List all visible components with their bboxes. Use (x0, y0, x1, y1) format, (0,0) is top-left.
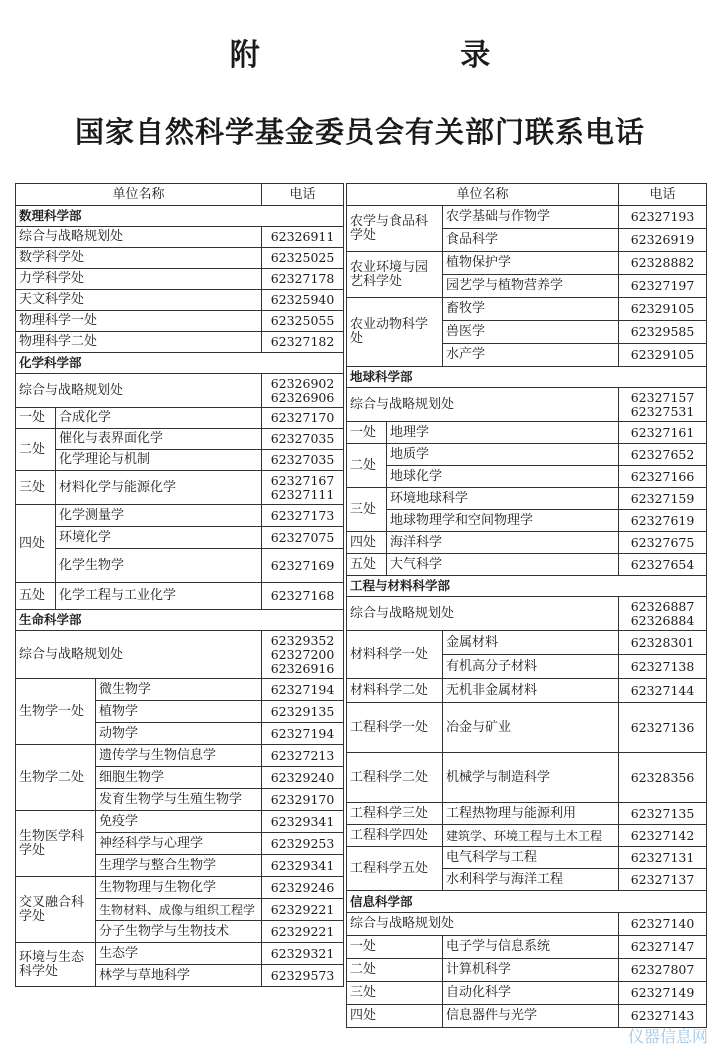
appendix-heading: 附 录 (229, 38, 586, 73)
division-label: 四处 (16, 505, 56, 583)
phone-line: 62329352 (270, 632, 335, 648)
table-header-row (347, 184, 707, 206)
unit-name: 力学科学处 (16, 269, 262, 290)
phone-number: 62327193 (619, 206, 707, 229)
phone-number: 62327137 (619, 869, 707, 891)
phone-number: 62327142 (619, 825, 707, 847)
division-label: 农业环境与园艺科学处 (347, 252, 443, 298)
division-label: 五处 (347, 554, 387, 576)
phone-number: 62325940 (262, 290, 344, 311)
unit-name: 生物物理与生物化学 (96, 877, 262, 899)
unit-name: 发育生物学与生殖生物学 (96, 789, 262, 811)
unit-name: 无机非金属材料 (443, 679, 619, 703)
table-row (16, 269, 344, 290)
phone-number: 62327652 (619, 444, 707, 466)
table-row (347, 532, 707, 554)
phone-number: 62327144 (619, 679, 707, 703)
phone-number: 62328301 (619, 631, 707, 655)
section-row (16, 353, 344, 374)
table-row (16, 745, 344, 767)
division-label: 农业动物科学处 (347, 298, 443, 367)
phone-number: 62327035 (262, 450, 344, 471)
unit-name: 遗传学与生物信息学 (96, 745, 262, 767)
unit-name: 地球物理学和空间物理学 (387, 510, 619, 532)
division-label: 生物学二处 (16, 745, 96, 811)
unit-name: 金属材料 (443, 631, 619, 655)
section-title-earth: 地球科学部 (347, 367, 707, 388)
section-title-math: 数理科学部 (16, 206, 344, 227)
unit-name: 综合与战略规划处 (347, 597, 619, 631)
page-title: 国家自然科学基金委员会有关部门联系电话 (74, 115, 645, 149)
table-row (347, 847, 707, 869)
phone-number: 62327654 (619, 554, 707, 576)
unit-name: 综合与战略规划处 (16, 631, 262, 679)
table-row (347, 206, 707, 229)
phone-number: 62327182 (262, 332, 344, 353)
unit-name: 计算机科学 (443, 959, 619, 982)
phone-line: 62327200 (270, 646, 335, 662)
unit-name: 细胞生物学 (96, 767, 262, 789)
table-row (347, 597, 707, 631)
division-label: 三处 (16, 471, 56, 505)
section-row (16, 206, 344, 227)
phone-number (619, 388, 707, 422)
table-row (16, 877, 344, 899)
phone-number (262, 374, 344, 408)
table-row (16, 679, 344, 701)
phone-number: 62327140 (619, 913, 707, 936)
phone-number: 62329221 (262, 921, 344, 943)
unit-name: 数学科学处 (16, 248, 262, 269)
phone-number: 62329341 (262, 855, 344, 877)
division-label: 材料科学二处 (347, 679, 443, 703)
phone-number: 62329105 (619, 344, 707, 367)
division-label: 一处 (347, 936, 443, 959)
unit-name: 电子学与信息系统 (443, 936, 619, 959)
phone-number: 62327168 (262, 583, 344, 610)
phone-number: 62327173 (262, 505, 344, 527)
phone-header: 电话 (619, 184, 707, 206)
table-row (347, 444, 707, 466)
division-label: 一处 (16, 408, 56, 429)
phone-number: 62327619 (619, 510, 707, 532)
unit-name: 环境地球科学 (387, 488, 619, 510)
unit-name: 水利科学与海洋工程 (443, 869, 619, 891)
phone-number: 62327143 (619, 1005, 707, 1028)
phone-number: 62327166 (619, 466, 707, 488)
table-row (16, 290, 344, 311)
watermark-logo: 仪器信息网 (627, 1027, 708, 1046)
unit-name: 催化与表界面化学 (56, 429, 262, 450)
table-row (347, 753, 707, 803)
phone-number: 62327131 (619, 847, 707, 869)
unit-name: 化学理论与机制 (56, 450, 262, 471)
unit-name: 综合与战略规划处 (347, 388, 619, 422)
unit-name: 地球化学 (387, 466, 619, 488)
phone-line: 62326887 (630, 598, 695, 614)
phone-number: 62327197 (619, 275, 707, 298)
table-header-row (16, 184, 344, 206)
unit-name: 建筑学、环境工程与土木工程 (443, 825, 619, 847)
phone-number: 62327194 (262, 723, 344, 745)
table-row (347, 803, 707, 825)
unit-name: 植物学 (96, 701, 262, 723)
unit-name: 农学基础与作物学 (443, 206, 619, 229)
phone-header: 电话 (262, 184, 344, 206)
division-label: 二处 (16, 429, 56, 471)
unit-name: 生理学与整合生物学 (96, 855, 262, 877)
division-label: 二处 (347, 959, 443, 982)
phone-number: 62327135 (619, 803, 707, 825)
section-row (347, 576, 707, 597)
section-row (347, 367, 707, 388)
division-label: 三处 (347, 488, 387, 532)
unit-name: 材料化学与能源化学 (56, 471, 262, 505)
phone-number: 62329105 (619, 298, 707, 321)
unit-name: 动物学 (96, 723, 262, 745)
unit-name: 化学生物学 (56, 549, 262, 583)
unit-name: 综合与战略规划处 (16, 374, 262, 408)
table-row (16, 227, 344, 248)
unit-name: 物理科学一处 (16, 311, 262, 332)
table-row (347, 554, 707, 576)
phone-number: 62327170 (262, 408, 344, 429)
phone-number: 62329341 (262, 811, 344, 833)
phone-number: 62329253 (262, 833, 344, 855)
division-label: 农学与食品科学处 (347, 206, 443, 252)
table-row (16, 374, 344, 408)
left-contact-table (15, 183, 344, 987)
unit-name: 生态学 (96, 943, 262, 965)
table-row (16, 332, 344, 353)
phone-line: 62327111 (270, 486, 335, 502)
section-title-eng: 工程与材料科学部 (347, 576, 707, 597)
table-row (16, 811, 344, 833)
unit-header: 单位名称 (347, 184, 619, 206)
division-label: 一处 (347, 422, 387, 444)
section-title-chem: 化学科学部 (16, 353, 344, 374)
phone-number: 62327807 (619, 959, 707, 982)
section-title-info: 信息科学部 (347, 891, 707, 913)
phone-line: 62326902 (270, 375, 335, 391)
division-label: 三处 (347, 982, 443, 1005)
unit-name: 林学与草地科学 (96, 965, 262, 987)
unit-name: 植物保护学 (443, 252, 619, 275)
phone-number: 62325025 (262, 248, 344, 269)
section-row (16, 610, 344, 631)
table-row (16, 583, 344, 610)
table-row (347, 252, 707, 275)
unit-name: 化学测量学 (56, 505, 262, 527)
phone-number: 62328356 (619, 753, 707, 803)
unit-name: 天文科学处 (16, 290, 262, 311)
unit-name: 工程热物理与能源利用 (443, 803, 619, 825)
unit-name: 地质学 (387, 444, 619, 466)
phone-number: 62326919 (619, 229, 707, 252)
table-row (347, 631, 707, 655)
table-row (347, 679, 707, 703)
phone-number: 62329585 (619, 321, 707, 344)
phone-number: 62327159 (619, 488, 707, 510)
phone-number: 62327675 (619, 532, 707, 554)
table-row (347, 959, 707, 982)
phone-line: 62326906 (270, 389, 335, 405)
unit-name: 冶金与矿业 (443, 703, 619, 753)
unit-name: 免疫学 (96, 811, 262, 833)
unit-name: 环境化学 (56, 527, 262, 549)
division-label: 生物医学科学处 (16, 811, 96, 877)
unit-name: 微生物学 (96, 679, 262, 701)
phone-number: 62329135 (262, 701, 344, 723)
division-label: 材料科学一处 (347, 631, 443, 679)
phone-line: 62327531 (630, 403, 695, 419)
table-row (347, 388, 707, 422)
table-row (16, 311, 344, 332)
phone-number: 62327169 (262, 549, 344, 583)
unit-name: 畜牧学 (443, 298, 619, 321)
unit-name: 化学工程与工业化学 (56, 583, 262, 610)
unit-header: 单位名称 (16, 184, 262, 206)
table-row (347, 913, 707, 936)
table-row (16, 505, 344, 527)
phone-number: 62327149 (619, 982, 707, 1005)
table-row (16, 450, 344, 471)
table-row (347, 298, 707, 321)
division-label: 工程科学一处 (347, 703, 443, 753)
table-row (347, 510, 707, 532)
division-label: 工程科学二处 (347, 753, 443, 803)
phone-number (262, 631, 344, 679)
unit-name: 机械学与制造科学 (443, 753, 619, 803)
division-label: 工程科学三处 (347, 803, 443, 825)
phone-number: 62329573 (262, 965, 344, 987)
phone-number: 62325055 (262, 311, 344, 332)
table-row (16, 429, 344, 450)
table-row (347, 466, 707, 488)
table-row (347, 982, 707, 1005)
table-row (347, 488, 707, 510)
section-row (347, 891, 707, 913)
table-row (347, 825, 707, 847)
unit-name: 生物材料、成像与组织工程学 (96, 899, 262, 921)
division-label: 四处 (347, 1005, 443, 1028)
table-row (347, 936, 707, 959)
phone-number: 62329221 (262, 899, 344, 921)
division-label: 工程科学四处 (347, 825, 443, 847)
phone-number: 62327213 (262, 745, 344, 767)
table-row (16, 408, 344, 429)
unit-name: 水产学 (443, 344, 619, 367)
phone-number: 62329246 (262, 877, 344, 899)
unit-name: 有机高分子材料 (443, 655, 619, 679)
phone-number: 62326911 (262, 227, 344, 248)
unit-name: 海洋科学 (387, 532, 619, 554)
phone-number: 62329321 (262, 943, 344, 965)
phone-line: 62327157 (630, 389, 695, 405)
table-row (16, 527, 344, 549)
phone-number: 62327147 (619, 936, 707, 959)
unit-name: 自动化科学 (443, 982, 619, 1005)
phone-line: 62327167 (270, 472, 335, 488)
table-row (16, 631, 344, 679)
section-title-life: 生命科学部 (16, 610, 344, 631)
table-row (16, 248, 344, 269)
unit-name: 综合与战略规划处 (347, 913, 619, 936)
phone-number: 62329240 (262, 767, 344, 789)
phone-line: 62326916 (270, 660, 335, 676)
division-label: 五处 (16, 583, 56, 610)
unit-name: 地理学 (387, 422, 619, 444)
unit-name: 食品科学 (443, 229, 619, 252)
table-row (347, 703, 707, 753)
table-row (347, 422, 707, 444)
division-label: 工程科学五处 (347, 847, 443, 891)
unit-name: 神经科学与心理学 (96, 833, 262, 855)
phone-number: 62327075 (262, 527, 344, 549)
phone-number: 62327035 (262, 429, 344, 450)
unit-name: 大气科学 (387, 554, 619, 576)
phone-number: 62327138 (619, 655, 707, 679)
phone-number (262, 471, 344, 505)
table-row (16, 471, 344, 505)
right-contact-table (346, 183, 707, 1028)
phone-number: 62329170 (262, 789, 344, 811)
unit-name: 分子生物学与生物技术 (96, 921, 262, 943)
phone-number: 62327136 (619, 703, 707, 753)
division-label: 四处 (347, 532, 387, 554)
phone-number: 62328882 (619, 252, 707, 275)
phone-number: 62327194 (262, 679, 344, 701)
phone-number: 62327178 (262, 269, 344, 290)
division-label: 二处 (347, 444, 387, 488)
unit-name: 信息器件与光学 (443, 1005, 619, 1028)
phone-number (619, 597, 707, 631)
division-label: 环境与生态科学处 (16, 943, 96, 987)
unit-name: 物理科学二处 (16, 332, 262, 353)
unit-name: 合成化学 (56, 408, 262, 429)
table-row (16, 943, 344, 965)
division-label: 生物学一处 (16, 679, 96, 745)
unit-name: 园艺学与植物营养学 (443, 275, 619, 298)
unit-name: 综合与战略规划处 (16, 227, 262, 248)
table-row (16, 549, 344, 583)
unit-name: 电气科学与工程 (443, 847, 619, 869)
unit-name: 兽医学 (443, 321, 619, 344)
phone-line: 62326884 (630, 612, 695, 628)
division-label: 交叉融合科学处 (16, 877, 96, 943)
phone-number: 62327161 (619, 422, 707, 444)
